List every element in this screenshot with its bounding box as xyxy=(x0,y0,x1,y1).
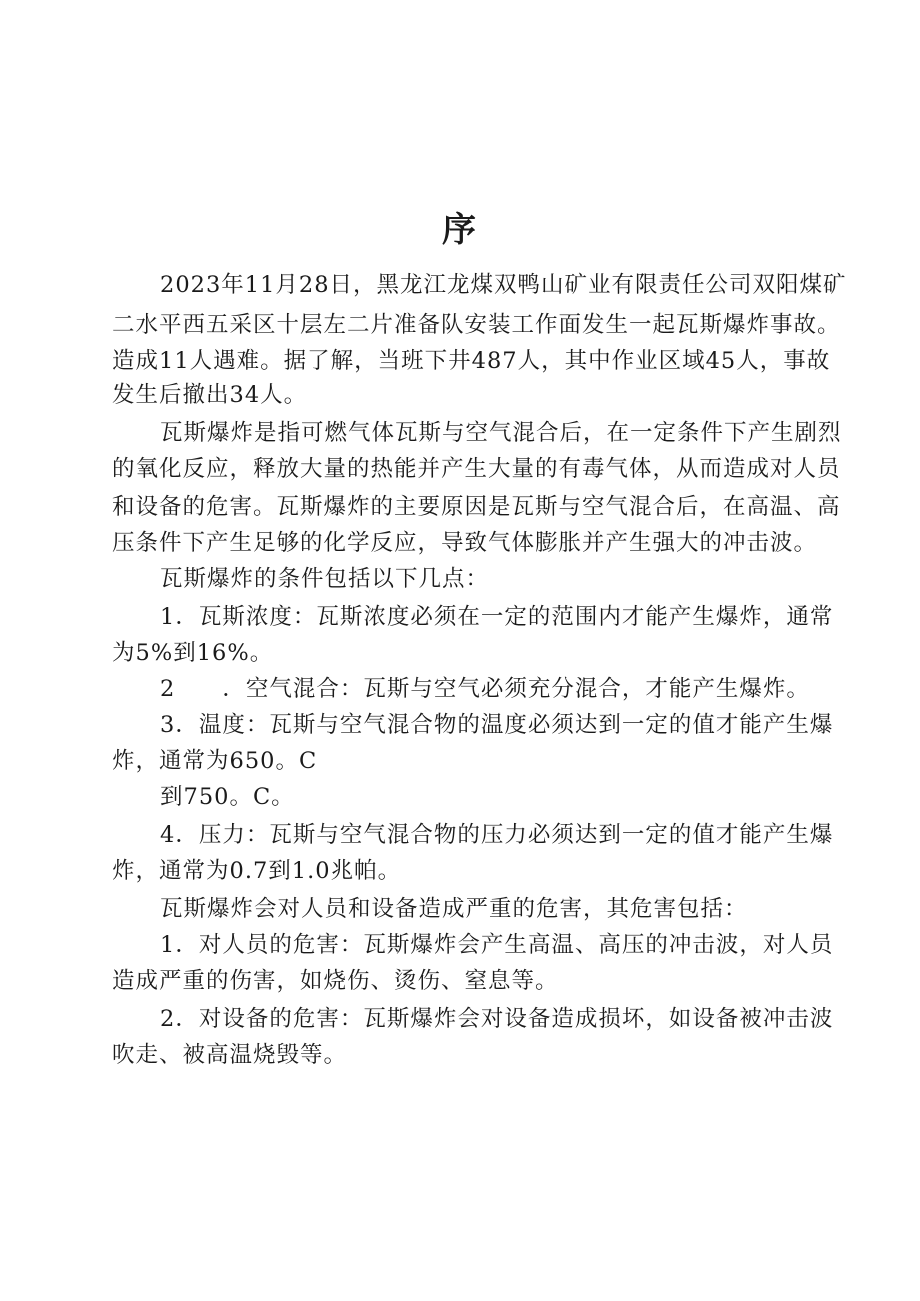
list-item-line: 到750。C。 xyxy=(160,784,295,810)
list-item-line: 造成严重的伤害，如烧伤、烫伤、窒息等。 xyxy=(112,968,559,994)
paragraph-line: 瓦斯爆炸是指可燃气体瓦斯与空气混合后，在一定条件下产生剧烈 xyxy=(160,420,842,446)
paragraph-line: 2023年11月28日，黑龙江龙煤双鸭山矿业有限责任公司双阳煤矿 xyxy=(160,272,847,298)
list-item-line: 炸，通常为650。C xyxy=(112,748,318,774)
paragraph-line: 的氧化反应，释放大量的热能并产生大量的有毒气体，从而造成对人员 xyxy=(112,456,841,482)
paragraph-line: 造成11人遇难。据了解，当班下井487人，其中作业区域45人，事故 xyxy=(112,348,831,374)
page-title: 序 xyxy=(442,210,478,250)
list-item-line: 炸，通常为0.7到1.0兆帕。 xyxy=(112,858,402,884)
list-item-line: 为5%到16%。 xyxy=(112,640,274,666)
list-item-line: 1．瓦斯浓度：瓦斯浓度必须在一定的范围内才能产生爆炸，通常 xyxy=(160,604,834,630)
list-item-line: 2 ．空气混合：瓦斯与空气必须充分混合，才能产生爆炸。 xyxy=(160,676,810,702)
paragraph-line: 和设备的危害。瓦斯爆炸的主要原因是瓦斯与空气混合后，在高温、高 xyxy=(112,494,841,520)
paragraph-line: 二水平西五采区十层左二片准备队安装工作面发生一起瓦斯爆炸事故。 xyxy=(112,312,841,338)
paragraph-line: 瓦斯爆炸会对人员和设备造成严重的危害，其危害包括： xyxy=(160,896,748,922)
list-item-line: 吹走、被高温烧毁等。 xyxy=(112,1042,348,1068)
list-item-line: 4．压力：瓦斯与空气混合物的压力必须达到一定的值才能产生爆 xyxy=(160,822,834,848)
list-item-line: 1．对人员的危害：瓦斯爆炸会产生高温、高压的冲击波，对人员 xyxy=(160,932,834,958)
paragraph-line: 发生后撤出34人。 xyxy=(112,382,308,408)
paragraph-line: 瓦斯爆炸的条件包括以下几点： xyxy=(160,566,490,592)
list-item-line: 2．对设备的危害：瓦斯爆炸会对设备造成损坏，如设备被冲击波 xyxy=(160,1006,834,1032)
paragraph-line: 压条件下产生足够的化学反应，导致气体膨胀并产生强大的冲击波。 xyxy=(112,530,818,556)
list-item-line: 3．温度：瓦斯与空气混合物的温度必须达到一定的值才能产生爆 xyxy=(160,712,834,738)
